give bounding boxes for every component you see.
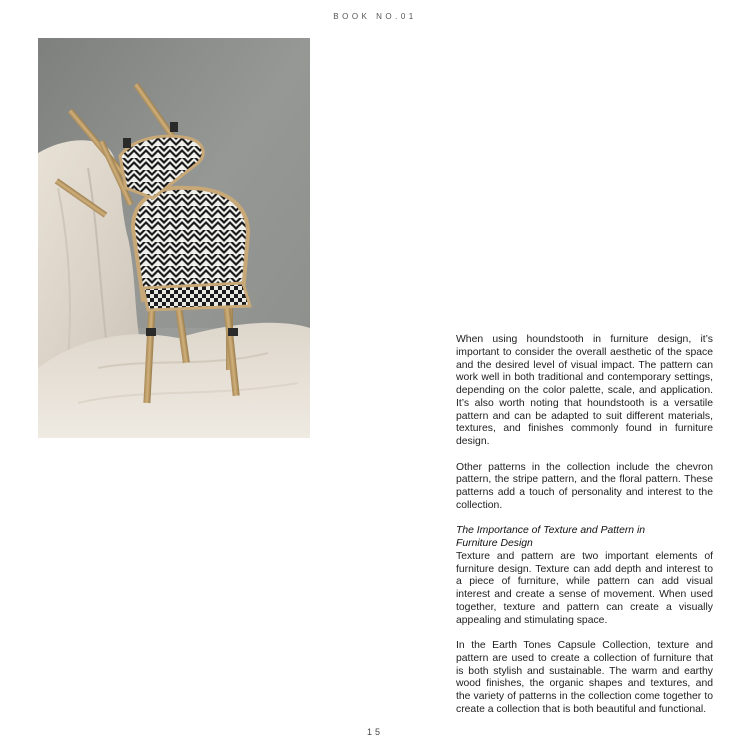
body-paragraph-other-patterns: Other patterns in the collection include the chevron pattern, the stripe pattern, and the floral pattern. These patterns add a touch of personality and interest to the collection. <box>456 461 713 511</box>
page-number: 15 <box>366 727 383 737</box>
section-heading: The Importance of Texture and Pattern in Furniture Design <box>456 525 646 549</box>
body-paragraph-houndstooth: When using houndstooth in furniture design, it’s important to consider the overall aesthetic of the space and the desired level of visual impact. The pattern can work well in both traditional and contemporary settings, depending on the color palette, scale, and application. It’s also worth noting that houndstooth is a versatile pattern and can be adapted to suit different materials, textures, and finishes commonly found in furniture design. <box>456 334 713 447</box>
body-paragraph-texture-pattern: Texture and pattern are two important elements of furniture design. Texture can add depth and interest to a piece of furniture, while pattern can add visual interest and create a sense of movement. When used together, texture and pattern can create a visually appealing and stimulating space. <box>456 550 713 626</box>
body-text-column <box>456 334 713 717</box>
book-title-header: BOOK NO.01 <box>333 12 417 21</box>
body-paragraph-earth-tones: In the Earth Tones Capsule Collection, texture and pattern are used to create a collection of furniture that is both stylish and sustainable. The warm and earthy wood finishes, the organic shapes and textures, and the variety of patterns in the collection come together to create a collection that is both beautiful and functional. <box>456 640 713 715</box>
chair-photo <box>38 38 310 438</box>
